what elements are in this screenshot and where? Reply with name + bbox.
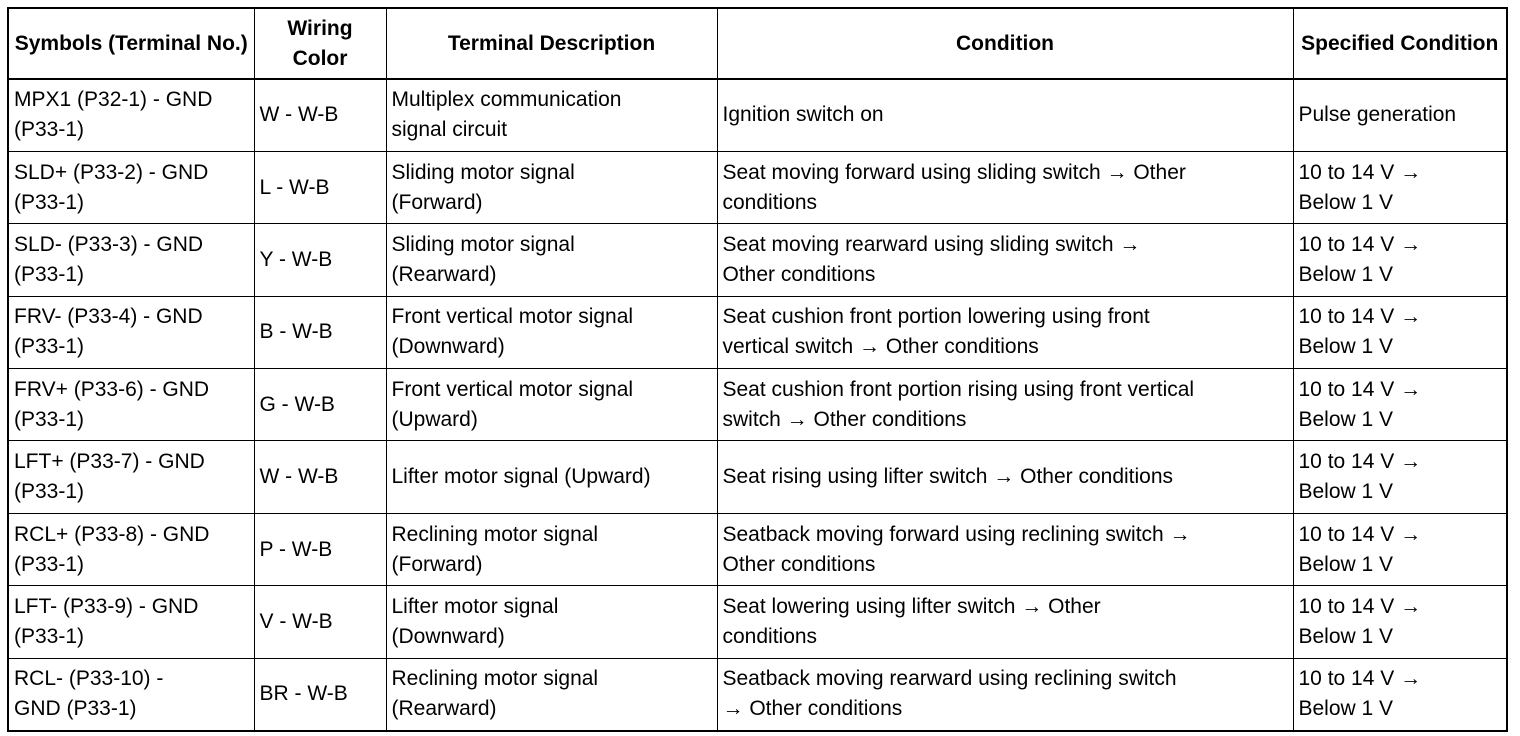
table-row [8, 441, 1507, 513]
cell-symbol: RCL- (P33-10) - GND (P33-1) [8, 658, 254, 730]
cell-condition: Seatback moving rearward using reclining switch → Other conditions [717, 658, 1293, 730]
cell-wiring-color: L - W-B [254, 151, 386, 223]
cell-symbol: FRV- (P33-4) - GND (P33-1) [8, 296, 254, 368]
table-row [8, 296, 1507, 368]
cell-specified: 10 to 14 V → Below 1 V [1293, 586, 1507, 658]
cell-description: Sliding motor signal (Rearward) [386, 224, 717, 296]
table-row [8, 224, 1507, 296]
cell-specified: 10 to 14 V → Below 1 V [1293, 441, 1507, 513]
header-condition: Condition [717, 8, 1293, 79]
cell-description: Reclining motor signal (Forward) [386, 513, 717, 585]
table-row [8, 369, 1507, 441]
header-row [8, 8, 1507, 79]
cell-description: Lifter motor signal (Upward) [386, 441, 717, 513]
cell-symbol: RCL+ (P33-8) - GND (P33-1) [8, 513, 254, 585]
cell-condition: Seat moving rearward using sliding switch → Other conditions [717, 224, 1293, 296]
cell-condition: Seat lowering using lifter switch → Other conditions [717, 586, 1293, 658]
header-wiring-color: Wiring Color [254, 8, 386, 79]
table-row [8, 79, 1507, 151]
cell-condition: Seat cushion front portion lowering using front vertical switch → Other conditions [717, 296, 1293, 368]
cell-description: Front vertical motor signal (Downward) [386, 296, 717, 368]
cell-symbol: LFT- (P33-9) - GND (P33-1) [8, 586, 254, 658]
cell-wiring-color: G - W-B [254, 369, 386, 441]
header-symbols: Symbols (Terminal No.) [8, 8, 254, 79]
cell-condition: Seat moving forward using sliding switch → Other conditions [717, 151, 1293, 223]
table-row [8, 151, 1507, 223]
cell-specified: Pulse generation [1293, 79, 1507, 151]
cell-specified: 10 to 14 V → Below 1 V [1293, 224, 1507, 296]
cell-specified: 10 to 14 V → Below 1 V [1293, 296, 1507, 368]
cell-symbol: SLD+ (P33-2) - GND (P33-1) [8, 151, 254, 223]
cell-symbol: SLD- (P33-3) - GND (P33-1) [8, 224, 254, 296]
cell-specified: 10 to 14 V → Below 1 V [1293, 369, 1507, 441]
cell-wiring-color: W - W-B [254, 441, 386, 513]
cell-symbol: FRV+ (P33-6) - GND (P33-1) [8, 369, 254, 441]
cell-wiring-color: W - W-B [254, 79, 386, 151]
cell-specified: 10 to 14 V → Below 1 V [1293, 513, 1507, 585]
cell-description: Multiplex communication signal circuit [386, 79, 717, 151]
table-row [8, 513, 1507, 585]
header-terminal-description: Terminal Description [386, 8, 717, 79]
cell-wiring-color: Y - W-B [254, 224, 386, 296]
cell-symbol: LFT+ (P33-7) - GND (P33-1) [8, 441, 254, 513]
cell-description: Sliding motor signal (Forward) [386, 151, 717, 223]
cell-specified: 10 to 14 V → Below 1 V [1293, 658, 1507, 730]
terminal-inspection-table [7, 7, 1508, 732]
cell-wiring-color: B - W-B [254, 296, 386, 368]
cell-wiring-color: V - W-B [254, 586, 386, 658]
cell-symbol: MPX1 (P32-1) - GND (P33-1) [8, 79, 254, 151]
cell-condition: Seat rising using lifter switch → Other conditions [717, 441, 1293, 513]
table-body [8, 79, 1507, 731]
cell-wiring-color: BR - W-B [254, 658, 386, 730]
cell-condition: Ignition switch on [717, 79, 1293, 151]
table-row [8, 586, 1507, 658]
cell-description: Lifter motor signal (Downward) [386, 586, 717, 658]
table-row [8, 658, 1507, 730]
header-specified-condition: Specified Condition [1293, 8, 1507, 79]
cell-description: Front vertical motor signal (Upward) [386, 369, 717, 441]
table-header [8, 8, 1507, 79]
cell-description: Reclining motor signal (Rearward) [386, 658, 717, 730]
cell-condition: Seat cushion front portion rising using front vertical switch → Other conditions [717, 369, 1293, 441]
cell-wiring-color: P - W-B [254, 513, 386, 585]
cell-specified: 10 to 14 V → Below 1 V [1293, 151, 1507, 223]
cell-condition: Seatback moving forward using reclining switch → Other conditions [717, 513, 1293, 585]
